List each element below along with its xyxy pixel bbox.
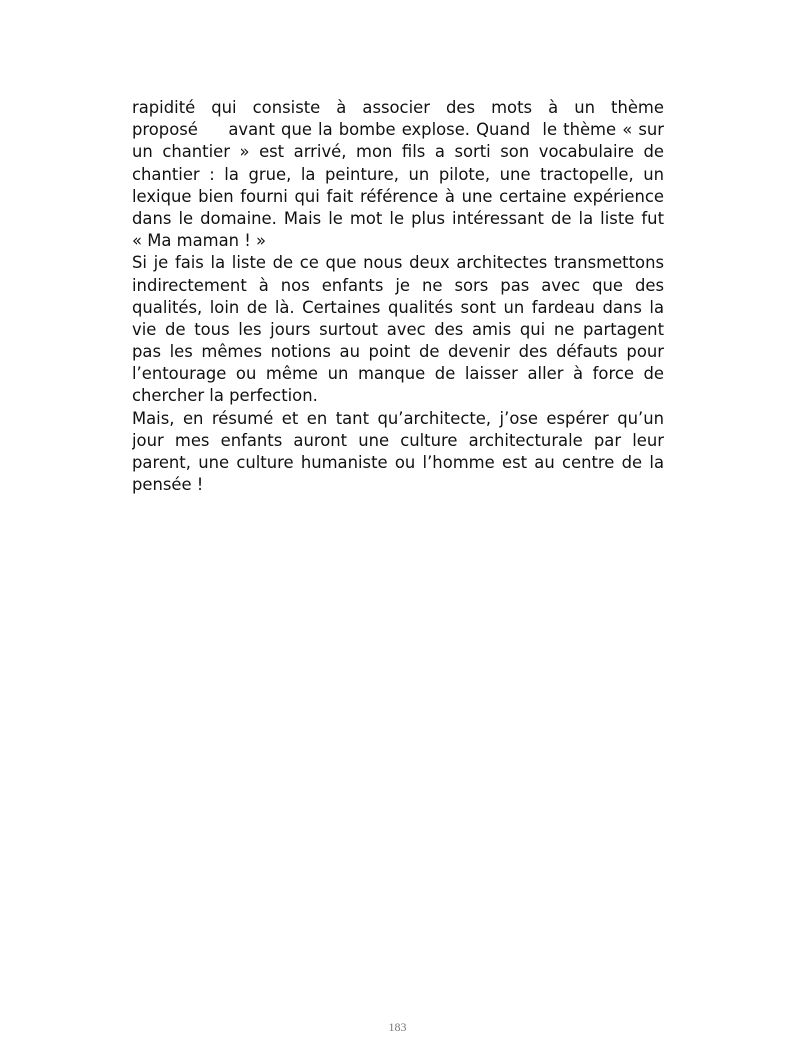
text-line: indirectement à nos enfants je ne sors pas avec que des (132, 275, 664, 295)
text-line: chantier : la grue, la peinture, un pilote, une tractopelle, un (132, 164, 664, 184)
text-line: vie de tous les jours surtout avec des amis qui ne partagent (132, 319, 664, 339)
text-line: pensée ! (132, 475, 204, 495)
text-line: qualités, loin de là. Certaines qualités sont un fardeau dans la (132, 297, 664, 317)
text-line: un chantier » est arrivé, mon fils a sorti son vocabulaire de (132, 142, 664, 162)
page-number: 183 (388, 1020, 407, 1034)
text-line: Mais, en résumé et en tant qu’architecte, j’ose espérer qu’un (132, 408, 664, 428)
text-line: lexique bien fourni qui fait référence à une certaine expérience (132, 186, 664, 206)
text-line: pas les mêmes notions au point de devenir des défauts pour (132, 342, 664, 362)
text-line: dans le domaine. Mais le mot le plus intéressant de la liste fut (132, 208, 664, 228)
text-line: jour mes enfants auront une culture architecturale par leur (132, 430, 664, 450)
text-line: proposé avant que la bombe explose. Quand le thème « sur (132, 120, 664, 140)
text-line: parent, une culture humaniste ou l’homme est au centre de la (132, 453, 664, 472)
paragraph (132, 252, 664, 407)
paragraph (132, 408, 664, 497)
body-text (132, 97, 664, 496)
text-line: Si je fais la liste de ce que nous deux architectes transmettons (132, 253, 664, 273)
text-line: chercher la perfection. (132, 386, 318, 406)
text-line: rapidité qui consiste à associer des mots à un thème (132, 98, 664, 117)
text-line: « Ma maman ! » (132, 231, 267, 251)
text-line: l’entourage ou même un manque de laisser aller à force de (132, 364, 664, 384)
paragraph (132, 97, 664, 252)
